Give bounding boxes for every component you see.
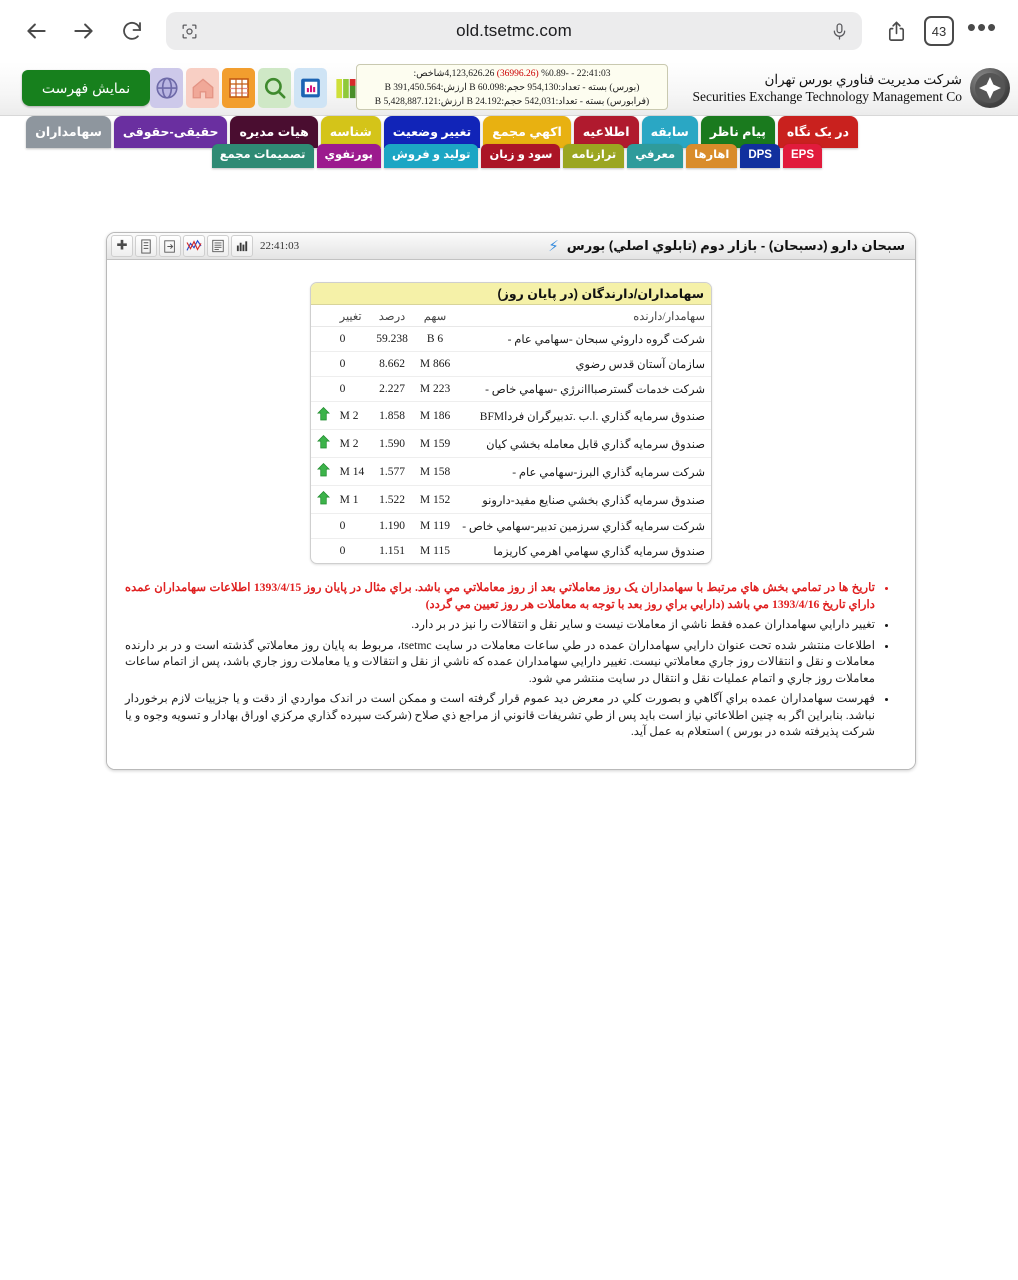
tab-board-of-directors[interactable]: هیات مدیره — [230, 116, 317, 148]
panel-body — [107, 260, 915, 769]
ticker-percent: -%0.89 — [541, 69, 569, 79]
ticker-label: شاخص: — [413, 69, 445, 79]
cell-change: 0 — [336, 377, 371, 402]
table-row[interactable] — [311, 377, 711, 402]
tab-profit-loss[interactable]: سود و زيان — [481, 144, 560, 168]
site-root — [0, 62, 1018, 738]
tab-production-sales[interactable]: تولید و فروش — [384, 144, 478, 168]
cell-name: صندوق سرمايه گذاري قابل معامله بخشي کيان — [456, 430, 711, 458]
cell-name: شرکت سرمايه گذاري البرز-سهامي عام - — [456, 458, 711, 486]
tab-identity[interactable]: شناسه — [321, 116, 381, 148]
shareholders-table — [311, 305, 711, 563]
url-text[interactable]: old.tsetmc.com — [456, 21, 572, 40]
arrow-up-icon — [311, 486, 336, 514]
cell-share: 159 M — [414, 430, 456, 458]
arrow-up-icon — [311, 458, 336, 486]
tab-real-legal[interactable]: حقیقی-حقوقی — [114, 116, 228, 148]
footnote-item: • اطلاعات منتشر شده تحت عنوان دارایي سهامداران عمده در طي ساعات معاملات در سایت tsetmc، مربوط به پایان روز معاملاتي گذشته است و در بر دارنده معاملات و نقل و انتقالات روز جاري معاملاتي نیست. تغییر دارایي سهامداران عمده که ناشي از نقل و انتقالات و یا معاملات روز جاري باشد، پس از اتمام ساعات معاملات روز جاري و اتمام عملیات نقل و انتقال در سایت منتشر مي شود. — [125, 638, 875, 688]
cell-percent: 1.190 — [370, 514, 414, 539]
tab-supervisor-message[interactable]: پيام ناظر — [701, 116, 775, 148]
brand-text — [693, 71, 962, 105]
cell-percent: 1.522 — [370, 486, 414, 514]
cell-name: سازمان آستان قدس رضوي — [456, 352, 711, 377]
cell-name: صندوق سرمايه گذاري سهامي اهرمي کاريزما — [493, 546, 705, 558]
panel-toolbar — [111, 235, 299, 257]
cell-percent: 1.590 — [370, 430, 414, 458]
tab-dps[interactable]: DPS — [740, 144, 780, 168]
panel-time: 22:41:03 — [260, 240, 300, 252]
cell-share: 866 M — [414, 352, 456, 377]
footnotes-list — [125, 580, 891, 741]
lightning-bolt-icon: ⚡ — [548, 238, 559, 255]
tab-symbols[interactable]: اهارها — [686, 144, 737, 168]
brand-block — [693, 62, 1010, 114]
tab-portfolio[interactable]: پورتفوي — [317, 144, 382, 168]
tab-history[interactable]: سابقه — [642, 116, 698, 148]
table-row[interactable] — [311, 352, 711, 377]
shareholders-card-header: سهامداران/دارندگان (در پایان روز) — [311, 283, 711, 305]
cell-share: 186 M — [414, 402, 456, 430]
brand-name-fa: شرکت مديريت فناوري بورس تهران — [764, 72, 962, 87]
cell-change: 0 — [336, 352, 371, 377]
cell-percent: 1.577 — [370, 458, 414, 486]
tab-at-a-glance[interactable]: در يک نگاه — [778, 116, 858, 148]
browser-toolbar — [0, 0, 1018, 62]
table-row[interactable] — [311, 539, 711, 564]
ticker-value: 4,123,626.26 — [444, 69, 495, 79]
market-index-ticker — [356, 64, 668, 110]
table-row[interactable] — [311, 486, 711, 514]
cell-percent: 1.858 — [370, 402, 414, 430]
cell-share: 223 M — [414, 377, 456, 402]
cell-change: 2 M — [336, 402, 371, 430]
cell-share: 115 M — [420, 545, 450, 557]
tab-announcement[interactable]: اطلاعیه — [574, 116, 639, 148]
reload-icon[interactable] — [112, 11, 152, 51]
col-header-arrow — [311, 305, 336, 327]
cell-share: 119 M — [414, 514, 456, 539]
cell-change: 0 — [336, 327, 371, 352]
cell-name: شرکت خدمات گسترصبااانرژي -سهامي خاص - — [456, 377, 711, 402]
tab-status-change[interactable]: تغییر وضعیت — [384, 116, 480, 148]
building-icon[interactable] — [135, 235, 157, 257]
footnote-item: • تاریخ ها در تمامي بخش هاي مرتبط با سهامداران یک روز معاملاتي بعد از روز معاملاتي مي باشد. براي مثال در پایان روز 1393/4/15 اطلاعات سهامداران عمده داراي تاریخ 1393/4/16 مي باشد (دارایي براي روز بعد با توجه به معاملات هر روز تعیین مي گردد) — [125, 580, 875, 613]
chart-line-icon[interactable] — [183, 235, 205, 257]
home-icon[interactable] — [186, 68, 219, 108]
cell-percent: 8.662 — [370, 352, 414, 377]
footnote-item: • فهرست سهامداران عمده براي آگاهي و بصورت کلي در معرض دید عموم قرار گرفته است و ممکن است در اندک مواردي از دقت و یا جزییات لازم برخوردار نباشد. بنابراین اگر به چنین اطلاعاتي نیاز است باید پس از طي تشریفات قانوني از مراجع ذي صلاح (شرکت سپرده گذاري مرکزي اوراق بهادار و تسویه وجوه و یا شرکت پذیرفته شده در بورس ) استعلام به عمل آید. — [125, 691, 875, 741]
arrow-none — [311, 514, 336, 539]
cell-name: صندوق سرمايه گذاري .ا.ب .تدبيرگران فرداBFM — [456, 402, 711, 430]
cell-change: 1 M — [336, 486, 371, 514]
cell-percent: 59.238 — [370, 327, 414, 352]
export-icon[interactable] — [159, 235, 181, 257]
table-row[interactable] — [311, 458, 711, 486]
footnotes — [107, 564, 915, 755]
cell-percent: 1.151 — [379, 545, 405, 557]
cell-name: شرکت سرمايه گذاري سرزمين تدبير-سهامي خاص - — [456, 514, 711, 539]
microphone-icon[interactable] — [828, 20, 850, 42]
col-header-name: سهامدار/دارنده — [456, 305, 711, 327]
table-row[interactable] — [311, 514, 711, 539]
show-menu-button[interactable]: نمایش فهرست — [22, 70, 150, 106]
tab-row-secondary — [212, 144, 822, 168]
table-icon[interactable] — [222, 68, 255, 108]
globe-icon[interactable] — [150, 68, 183, 108]
table-header-row — [311, 305, 711, 327]
bar-chart-icon[interactable] — [231, 235, 253, 257]
cell-share: 6 B — [414, 327, 456, 352]
add-icon[interactable] — [111, 235, 133, 257]
cell-name: شرکت گروه داروئي سبحان -سهامي عام - — [456, 327, 711, 352]
address-bar[interactable] — [166, 12, 862, 50]
search-icon[interactable] — [258, 68, 291, 108]
col-header-change: تغییر — [336, 305, 371, 327]
cell-share: 152 M — [414, 486, 456, 514]
instrument-panel — [106, 232, 916, 770]
table-row[interactable] — [311, 430, 711, 458]
ticker-line-1: 22:41:03 - -%0.89 (36996.26) 4,123,626.26شاخص: — [413, 69, 611, 79]
page-title: سبحان دارو (دسبحان) - بازار دوم (تابلوي اصلي) بورس — [566, 238, 905, 253]
shareholders-card — [310, 282, 712, 564]
site-header-strip — [0, 62, 1018, 116]
table-row[interactable] — [311, 402, 711, 430]
tab-assembly-decisions[interactable]: تصميمات مجمع — [212, 144, 314, 168]
tab-assembly-notice[interactable]: اکهي مجمع — [483, 116, 571, 148]
arrow-up-icon — [311, 430, 336, 458]
list-icon[interactable] — [207, 235, 229, 257]
cell-share: 158 M — [414, 458, 456, 486]
book-chart-icon[interactable] — [294, 68, 327, 108]
ticker-line-3: (فرابورس) بسته - تعداد:542,031 حجم:B 24.192 ارزش:B 5,428,887.121 — [374, 97, 650, 107]
main-tab-navigation — [0, 116, 1018, 174]
arrow-none — [311, 327, 336, 352]
arrow-none — [311, 377, 336, 402]
ticker-line-2: (بورس) بسته - تعداد:954,130 حجم:B 60.098 ارزش:B 391,450.564 — [384, 83, 640, 93]
tab-shareholders[interactable]: سهامداران — [26, 116, 111, 148]
arrow-none — [311, 539, 336, 564]
col-header-percent: درصد — [370, 305, 414, 327]
tab-eps[interactable]: EPS — [783, 144, 822, 168]
ticker-time: 22:41:03 — [576, 69, 611, 79]
col-header-share: سهم — [414, 305, 456, 327]
panel-title-bar — [107, 233, 915, 260]
arrow-up-icon — [311, 402, 336, 430]
cell-change: 0 — [336, 514, 371, 539]
header-icon-group — [150, 68, 363, 108]
shareholders-table-body — [311, 327, 711, 564]
tab-introduction[interactable]: معرفي — [627, 144, 683, 168]
tsetmc-diamond-logo — [970, 68, 1010, 108]
cell-change: 2 M — [336, 430, 371, 458]
brand-name-en: Securities Exchange Technology Management Co — [692, 89, 962, 104]
back-arrow-icon[interactable] — [16, 11, 56, 51]
arrow-none — [311, 352, 336, 377]
tab-count-button[interactable]: 43 — [924, 16, 954, 46]
ticker-change: (36996.26) — [496, 69, 539, 79]
forward-arrow-icon[interactable] — [64, 11, 104, 51]
more-options-icon[interactable]: ••• — [966, 11, 998, 42]
cell-change: 14 M — [336, 458, 371, 486]
cell-change: 0 — [339, 545, 346, 557]
table-row[interactable] — [311, 327, 711, 352]
page-scan-icon[interactable] — [178, 20, 200, 42]
tab-balance-sheet[interactable]: ترازنامه — [563, 144, 624, 168]
share-icon[interactable] — [876, 11, 916, 51]
cell-name: صندوق سرمايه گذاري بخشي صنايع مفيد-دارونو — [456, 486, 711, 514]
cell-percent: 2.227 — [370, 377, 414, 402]
footnote-item: • تغییر دارایي سهامداران عمده فقط ناشي از معاملات نیست و سایر نقل و انتقالات را نیز در بر دارد. — [125, 617, 875, 634]
